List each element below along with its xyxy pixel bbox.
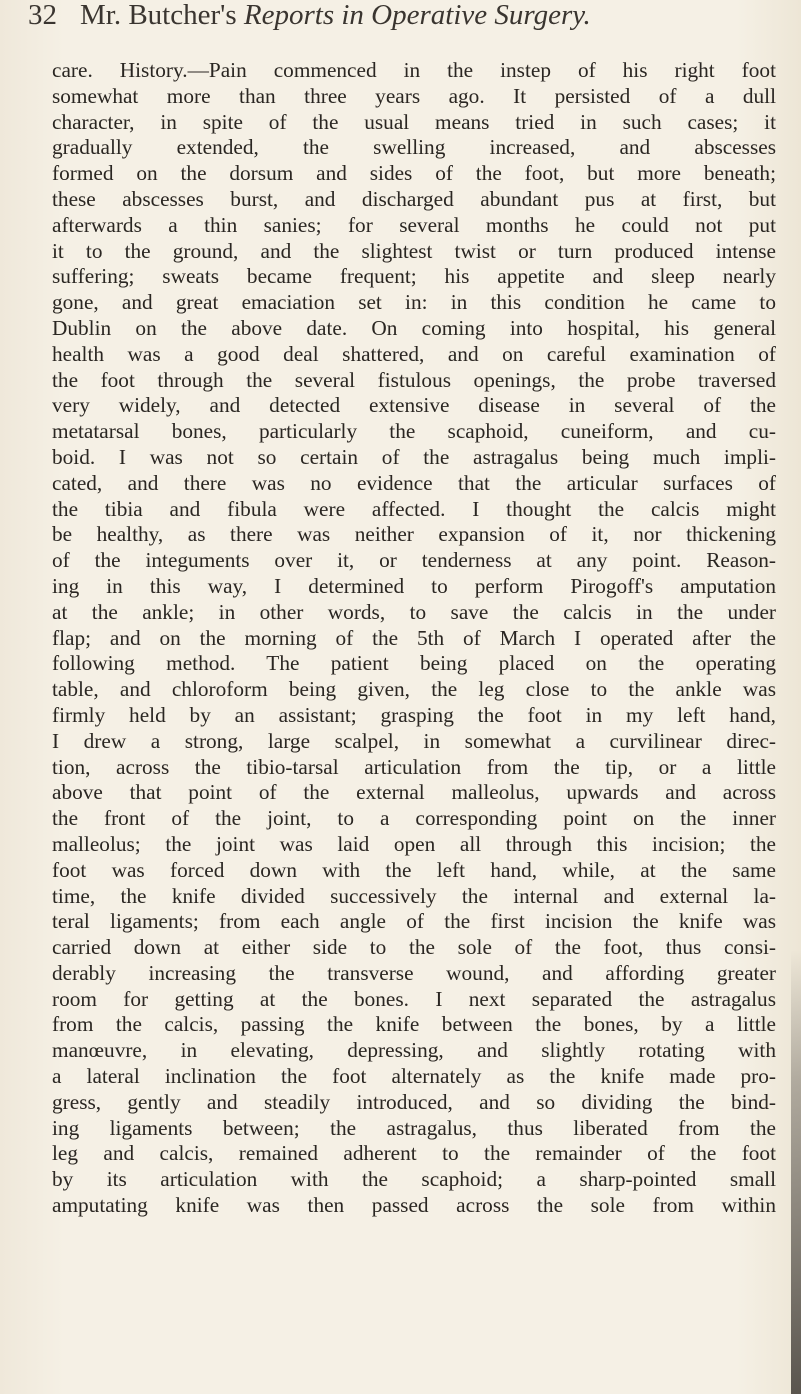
text-line: gradually extended, the swelling increased, and abscesses xyxy=(52,135,776,160)
text-line: ing ligaments between; the astragalus, thus liberated from the xyxy=(52,1115,776,1140)
text-line: be healthy, as there was neither expansion of it, nor thickening xyxy=(52,522,776,547)
running-head-author: Mr. Butcher's xyxy=(80,0,244,31)
text-line: from the calcis, passing the knife between the bones, by a little xyxy=(52,1012,776,1037)
running-head xyxy=(80,0,591,30)
text-line: a lateral inclination the foot alternately as the knife made pro- xyxy=(52,1064,776,1089)
text-line: flap; and on the morning of the 5th of March I operated after the xyxy=(52,625,776,650)
text-line: suffering; sweats became frequent; his appetite and sleep nearly xyxy=(52,264,776,289)
text-line: gress, gently and steadily introduced, and so dividing the bind- xyxy=(52,1089,776,1114)
text-line: gone, and great emaciation set in: in this condition he came to xyxy=(52,290,776,315)
text-line: care. History.—Pain commenced in the instep of his right foot xyxy=(52,58,776,82)
text-line: time, the knife divided successively the internal and external la- xyxy=(52,883,776,908)
text-line: ing in this way, I determined to perform Pirogoff's amputation xyxy=(52,573,776,598)
page-number: 32 xyxy=(28,0,57,31)
text-line: very widely, and detected extensive disease in several of the xyxy=(52,393,776,418)
page-edge-shadow xyxy=(791,950,801,1394)
text-line: room for getting at the bones. I next separated the astragalus xyxy=(52,986,776,1011)
text-line: of the integuments over it, or tenderness at any point. Reason- xyxy=(52,548,776,573)
text-line: metatarsal bones, particularly the scaphoid, cuneiform, and cu- xyxy=(52,419,776,444)
text-line: the tibia and fibula were affected. I thought the calcis might xyxy=(52,496,776,521)
text-line: I drew a strong, large scalpel, in somewhat a curvilinear direc- xyxy=(52,728,776,753)
text-line: cated, and there was no evidence that the articular surfaces of xyxy=(52,470,776,495)
text-line: leg and calcis, remained adherent to the remainder of the foot xyxy=(52,1141,776,1166)
text-line: amputating knife was then passed across the sole from within xyxy=(52,1193,776,1218)
text-line: foot was forced down with the left hand, while, at the same xyxy=(52,857,776,882)
text-line: carried down at either side to the sole of the foot, thus consi- xyxy=(52,935,776,960)
text-line: at the ankle; in other words, to save the calcis in the under xyxy=(52,599,776,624)
text-line: it to the ground, and the slightest twist or turn produced intense xyxy=(52,238,776,263)
running-head-title: Reports in Operative Surgery. xyxy=(243,0,591,31)
text-line: health was a good deal shattered, and on careful examination of xyxy=(52,341,776,366)
text-line: teral ligaments; from each angle of the first incision the knife was xyxy=(52,909,776,934)
text-line: table, and chloroform being given, the leg close to the ankle was xyxy=(52,677,776,702)
text-line: following method. The patient being placed on the operating xyxy=(52,651,776,676)
page-header xyxy=(28,0,788,40)
text-line: the foot through the several fistulous openings, the probe traversed xyxy=(52,367,776,392)
text-line: boid. I was not so certain of the astragalus being much impli- xyxy=(52,444,776,469)
body-text xyxy=(52,58,776,1219)
text-line: firmly held by an assistant; grasping the foot in my left hand, xyxy=(52,702,776,727)
text-line: derably increasing the transverse wound, and affording greater xyxy=(52,960,776,985)
text-line: somewhat more than three years ago. It persisted of a dull xyxy=(52,83,776,108)
text-line: malleolus; the joint was laid open all through this incision; the xyxy=(52,831,776,856)
text-line: character, in spite of the usual means tried in such cases; it xyxy=(52,109,776,134)
text-line: these abscesses burst, and discharged abundant pus at first, but xyxy=(52,186,776,211)
text-line: by its articulation with the scaphoid; a sharp-pointed small xyxy=(52,1167,776,1192)
text-line: tion, across the tibio-tarsal articulation from the tip, or a little xyxy=(52,754,776,779)
text-line: above that point of the external malleolus, upwards and across xyxy=(52,780,776,805)
text-line: the front of the joint, to a corresponding point on the inner xyxy=(52,806,776,831)
text-line: afterwards a thin sanies; for several months he could not put xyxy=(52,212,776,237)
text-line: formed on the dorsum and sides of the foot, but more beneath; xyxy=(52,161,776,186)
text-line: Dublin on the above date. On coming into hospital, his general xyxy=(52,315,776,340)
text-line: manœuvre, in elevating, depressing, and slightly rotating with xyxy=(52,1038,776,1063)
